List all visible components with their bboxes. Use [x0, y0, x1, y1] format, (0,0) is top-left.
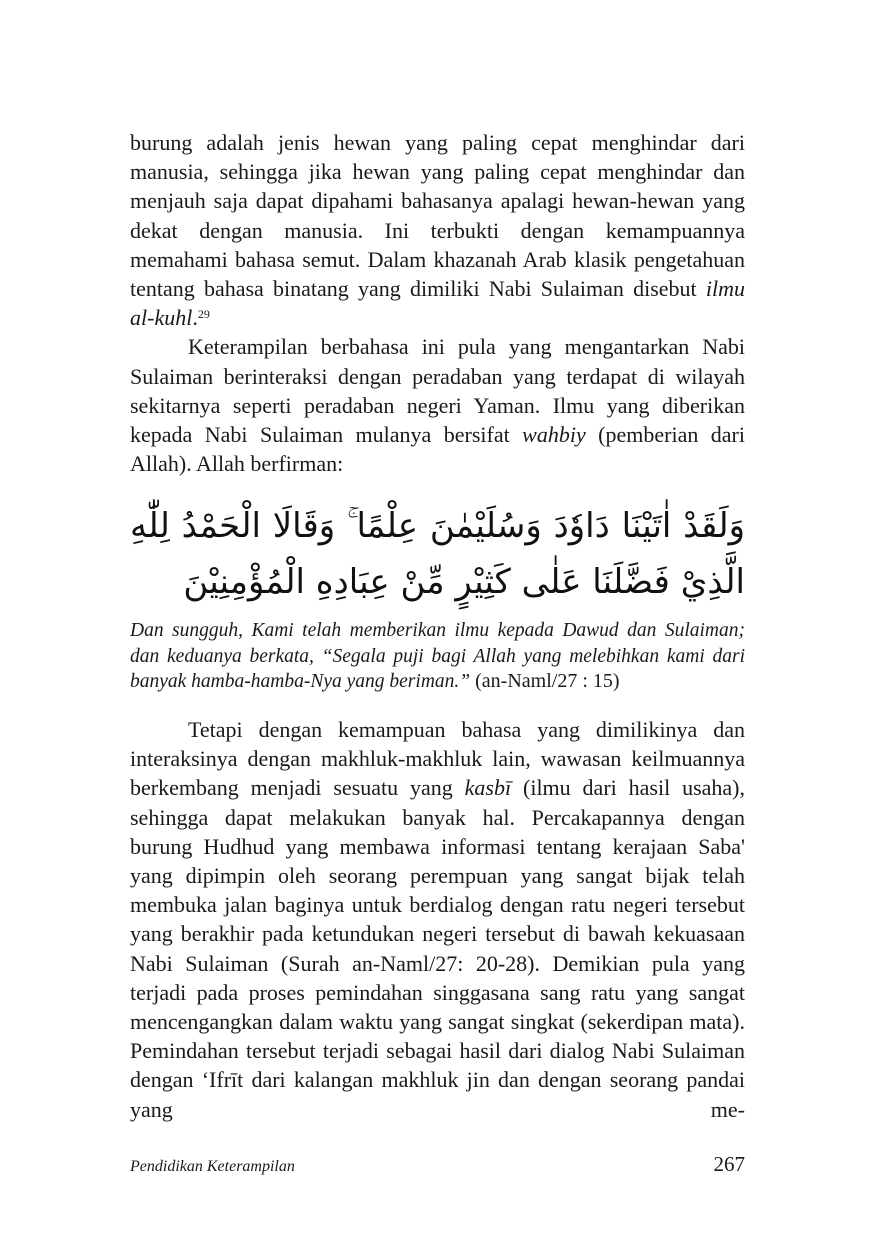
footnote-marker[interactable]: 29 [197, 307, 210, 322]
paragraph-2-text-a: Keterampilan berbahasa ini pula yang mengantarkan Nabi Sulaiman berinteraksi dengan peradaban yang terdapat di wilayah sekitarnya seperti peradaban negeri Yaman. Ilmu yang diberikan kepada Nabi Sulaiman mulanya bersifat [130, 334, 745, 448]
page-footer [130, 1152, 745, 1177]
paragraph-3-text-a: Tetapi dengan kemampuan bahasa yang dimilikinya dan interaksinya dengan makhluk-makhluk lain, wawasan keilmuannya berkembang menjadi sesuatu yang [130, 716, 745, 801]
term-kasbi: kasbī [464, 775, 512, 801]
paragraph-1 [130, 128, 745, 332]
paragraph-3 [130, 715, 745, 1124]
paragraph-2-text-b: (pemberian dari Allah). Allah berfirman: [130, 422, 745, 477]
paragraph-2 [130, 332, 745, 478]
verse-reference: (an-Naml/27 : 15) [470, 670, 620, 693]
spacer [130, 695, 745, 715]
term-ilmu-al-kuhl: ilmu al-kuhl [130, 276, 745, 331]
quran-verse-arabic: وَلَقَدْ اٰتَيْنَا دَاوٗدَ وَسُلَيْمٰنَ عِلْمًا ۚ وَقَالَا الْحَمْدُ لِلّٰهِ الَّذِيْ فَضَّلَنَا عَلٰى كَثِيْرٍ مِّنْ عِبَادِهِ الْمُؤْمِنِيْنَ [130, 506, 745, 603]
running-title: Pendidikan Keterampilan [130, 1158, 295, 1175]
page-number: 267 [713, 1152, 745, 1176]
verse-translation-text: Dan sungguh, Kami telah memberikan ilmu kepada Dawud dan Sulaiman; dan keduanya berkata, “Segala puji bagi Allah yang melebihkan kami dari banyak hamba-hamba-Nya yang beriman.” [130, 620, 745, 693]
paragraph-1-text-a: burung adalah jenis hewan yang paling cepat menghindar dari manusia, sehingga jika hewan yang paling cepat menghindar dan menjauh saja dapat dipahami bahasanya apalagi hewan-hewan yang dekat dengan manusia. Ini terbukti dengan kemampuannya memahami bahasa semut. Dalam khazanah Arab klasik pengetahuan tentang bahasa binatang yang dimiliki Nabi Sulaiman disebut [130, 130, 745, 302]
term-wahbiy: wahbiy [522, 422, 586, 448]
verse-translation [130, 618, 745, 695]
paragraph-3-text-b: (ilmu dari hasil usaha), sehingga dapat melakukan banyak hal. Percakapannya dengan burung Hudhud yang membawa informasi tentang kerajaan Saba' yang dipimpin oleh seorang perempuan yang sangat bijak telah membuka jalan baginya untuk berdialog dengan ratu negeri tersebut yang berakhir pada ketundukan negeri tersebut di bawah kekuasaan Nabi Sulaiman (Surah an-Naml/27: 20-28). Demikian pula yang terjadi pada proses pemindahan singgasana sang ratu yang sangat mencengangkan dalam waktu yang sangat singkat (sekerdipan mata). Pemindahan tersebut terjadi sebagai hasil dari dialog Nabi Sulaiman dengan ‘Ifrīt dari kalangan makhluk jin dan dengan seorang pandai yang me- [130, 775, 745, 1122]
page-body [130, 128, 745, 1124]
paragraph-1-text-b: . [192, 305, 198, 331]
